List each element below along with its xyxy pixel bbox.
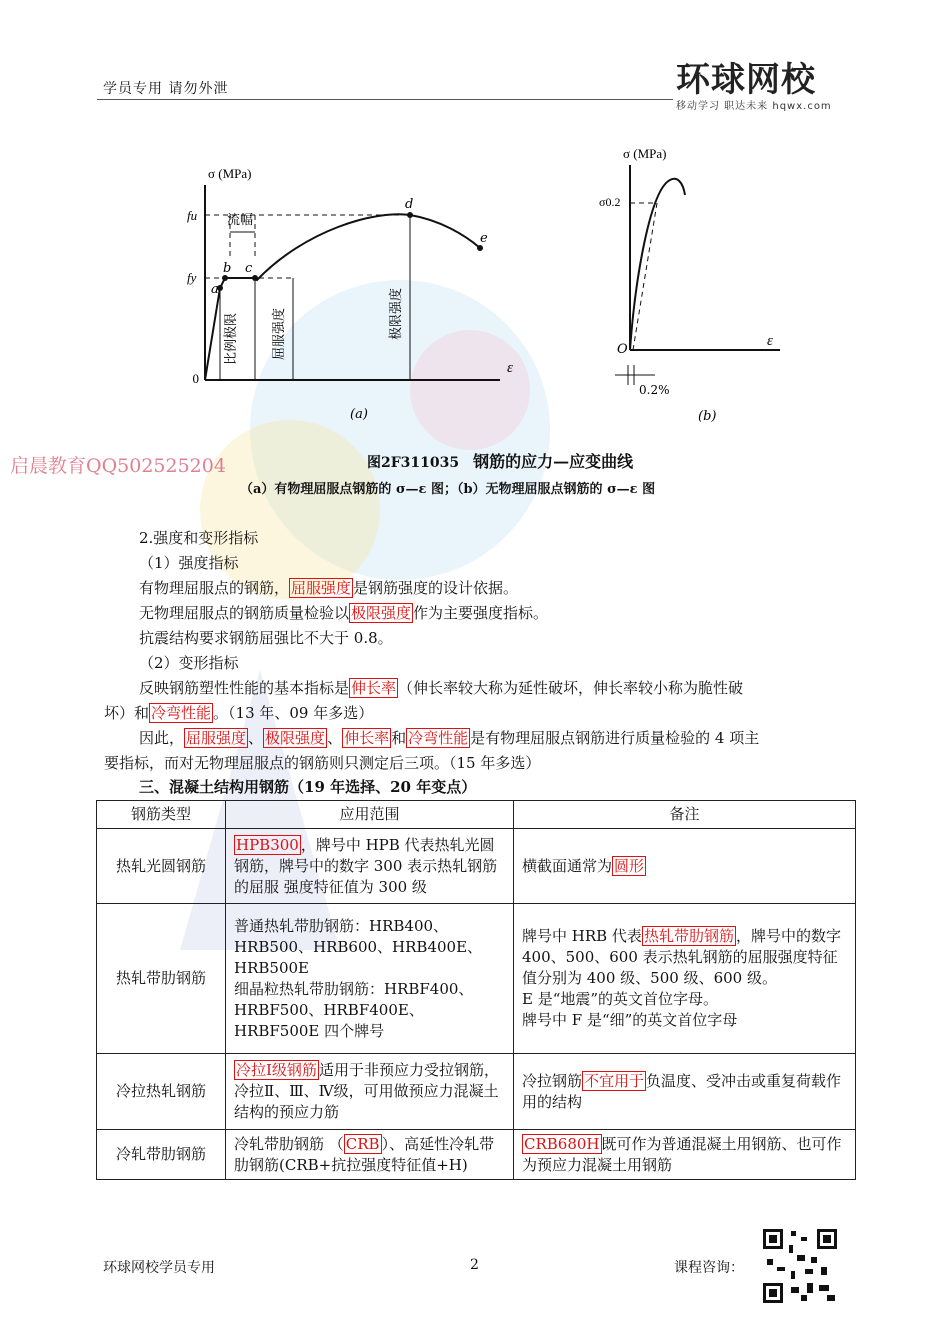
b-y-axis-label: σ (MPa) (623, 146, 667, 161)
highlight-elongation: 伸长率 (351, 679, 397, 697)
table-header: 备注 (514, 801, 856, 829)
table-header-row (97, 801, 856, 829)
table-cell: 普通热轧带肋钢筋：HRB400、HRB500、HRB600、HRB400E、HRB500E 细晶粒热轧带肋钢筋：HRBF400、HRBF500、HRBF400E、HRBF500E 四个牌号 (226, 904, 514, 1054)
point-a: a (211, 282, 219, 297)
page-number: 2 (470, 1257, 479, 1273)
highlight-yield: 屈服强度 (291, 579, 352, 597)
a-y-axis-label: σ (MPa) (208, 166, 252, 181)
paragraph-4-cont: 坏）和 冷弯性能 。（13 年、09 年多选） (104, 704, 374, 722)
section-2-heading: 2.强度和变形指标 (139, 529, 259, 547)
paragraph-2: 无物理屈服点的钢筋质量检验以 极限强度 作为主要强度指标。 (139, 604, 549, 622)
point-d: d (405, 197, 414, 212)
section-2-1-heading: （1）强度指标 (139, 554, 239, 572)
table-row (97, 904, 856, 1054)
section-3-heading: 三、混凝土结构用钢筋（19 年选择、20 年变点） (139, 778, 477, 796)
b-panel-label: (b) (698, 409, 717, 424)
a-flow-label: 流幅 (227, 213, 254, 228)
a-yield-strength: 屈服强度 (272, 307, 287, 360)
table-cell: 冷拉钢筋 不宜用于 负温度、受冲击或重复荷载作用的结构 (514, 1054, 856, 1130)
point-e: e (480, 231, 488, 246)
a-prop-limit: 比例极限 (224, 312, 239, 365)
table-header: 钢筋类型 (97, 801, 226, 829)
a-panel-label: (a) (350, 407, 368, 422)
paragraph-1: 有物理屈服点的钢筋， 屈服强度 是钢筋强度的设计依据。 (139, 579, 519, 597)
point-b: b (223, 261, 232, 276)
qr-code[interactable] (761, 1227, 839, 1305)
table-header: 应用范围 (226, 801, 514, 829)
a-fu-label: fu (187, 208, 198, 223)
table-cell: 冷轧带肋钢筋 （ CRB ）、高延性冷轧带肋钢筋(CRB+抗拉强度特征值+H) (226, 1130, 514, 1180)
table-cell: HPB300 ，牌号中 HPB 代表热轧光圆钢筋，牌号中的数字 300 表示热轧钢筋的屈服 强度特征值为 300 级 (226, 829, 514, 904)
paragraph-5-cont: 要指标，而对无物理屈服点的钢筋则只测定后三项。（15 年多选） (104, 754, 541, 772)
stress-strain-chart-a (175, 160, 535, 430)
highlight-ultimate: 极限强度 (351, 604, 412, 622)
b-origin: O (617, 342, 628, 357)
logo: 环球网校 (676, 60, 816, 100)
stress-strain-chart-b (595, 140, 795, 430)
a-ult-strength: 极限强度 (389, 287, 404, 340)
table-row (97, 829, 856, 904)
table-row (97, 1054, 856, 1130)
footer-consult-label: 课程咨询： (674, 1260, 744, 1276)
b-sigma02: σ0.2 (599, 195, 621, 209)
logo-subtitle: 移动学习 职达未来 hqwx.com (676, 101, 832, 112)
highlight-bend: 冷弯性能 (151, 704, 212, 722)
paragraph-4: 反映钢筋塑性性能的基本指标是 伸长率 （伸长率较大称为延性破坏，伸长率较小称为脆性破 (139, 679, 744, 697)
figure-caption (367, 449, 633, 472)
a-x-axis-label: ε (507, 360, 513, 376)
table-cell: 冷轧带肋钢筋 (97, 1130, 226, 1180)
paragraph-5: 因此， 屈服强度 、 极限强度 、 伸长率 和 冷弯性能 是有物理屈服点钢筋进行质量检验的 4 项主 (139, 729, 760, 747)
section-2-2-heading: （2）变形指标 (139, 654, 239, 672)
a-fy-label: fy (187, 270, 197, 285)
table-cell: 冷拉Ⅰ级钢筋 适用于非预应力受拉钢筋，冷拉Ⅱ、Ⅲ、Ⅳ级，可用做预应力混凝土结构的预应力筋 (226, 1054, 514, 1130)
table-cell: 冷拉热轧钢筋 (97, 1054, 226, 1130)
table-cell: 牌号中 HRB 代表 热轧带肋钢筋 ，牌号中的数字 400、500、600 表示热轧钢筋的屈服强度特征值分别为 400 级、500 级、600 级。 E 是“地震”的英文首位字母。 牌号中 F 是“细”的英文首位字母 (514, 904, 856, 1054)
paragraph-3: 抗震结构要求钢筋屈强比不大于 0.8。 (139, 629, 393, 647)
a-origin: 0 (192, 371, 199, 386)
table-cell: 横截面通常为 圆形 (514, 829, 856, 904)
footer-left-text: 环球网校学员专用 (103, 1260, 215, 1276)
b-strain-label: 0.2% (639, 383, 670, 397)
table-cell: 热轧光圆钢筋 (97, 829, 226, 904)
table-cell: 热轧带肋钢筋 (97, 904, 226, 1054)
b-x-axis-label: ε (767, 333, 773, 349)
table-row (97, 1130, 856, 1180)
figure-title: 钢筋的应力—应变曲线 (473, 452, 634, 471)
header-divider (97, 99, 673, 100)
figure-subcaption: （a）有物理屈服点钢筋的 σ—ε 图；（b）无物理屈服点钢筋的 σ—ε 图 (240, 482, 656, 497)
figure-number: 图2F311035 (367, 455, 460, 471)
qq-watermark: 启晨教育QQ502525204 (10, 455, 226, 477)
point-c: c (245, 261, 253, 276)
header-left-text: 学员专用 请勿外泄 (103, 81, 229, 97)
rebar-table (96, 800, 856, 1180)
table-cell: CRB680H 既可作为普通混凝土用钢筋、也可作为预应力混凝土用钢筋 (514, 1130, 856, 1180)
